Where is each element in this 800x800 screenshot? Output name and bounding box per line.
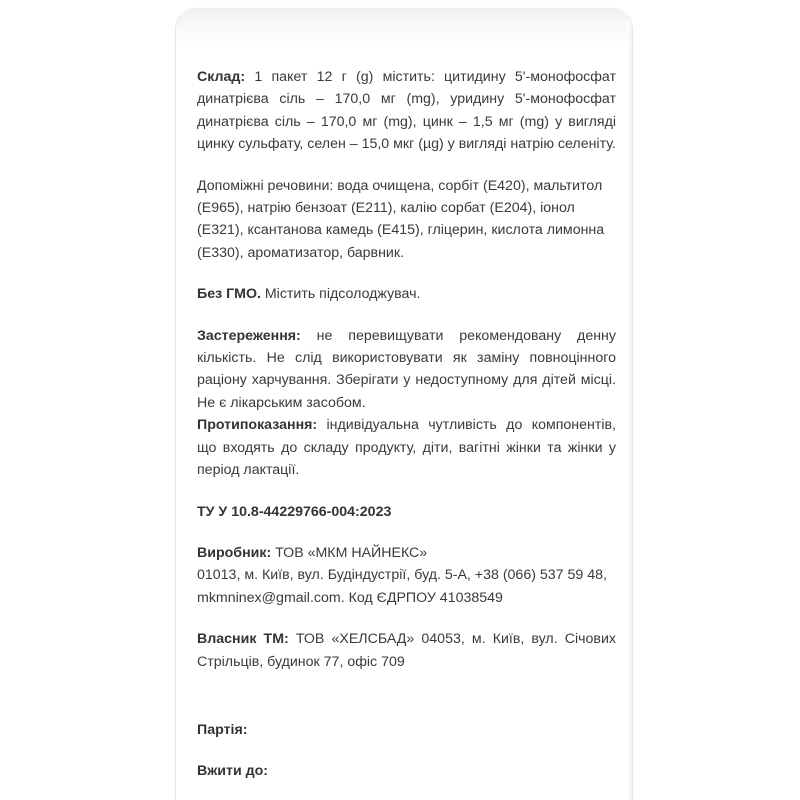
contraindications-text: індивідуальна чутливість до компонентів, що входять до складу продукту, діти, вагітні жінки та жінки у період лактації. (197, 417, 616, 479)
contraindications-paragraph (197, 414, 616, 481)
manufacturer-name: ТОВ «МКМ НАЙНЕКС» (271, 544, 428, 561)
manufacturer-label: Виробник: (197, 544, 272, 561)
contraindications-label: Протипоказання: (197, 417, 318, 434)
batch-label: Партія: (197, 721, 248, 738)
composition-label: Склад: (197, 69, 246, 85)
warnings-label: Застереження: (197, 327, 301, 344)
gmo-text: Містить підсолоджувач. (260, 286, 421, 303)
owner-label: Власник ТМ: (197, 631, 289, 648)
spec-paragraph (197, 501, 616, 523)
manufacturer-paragraph (197, 542, 616, 609)
gmo-label: Без ГМО. (197, 286, 261, 303)
expiry-paragraph (197, 760, 616, 782)
label-panel-edge-shade (626, 20, 632, 800)
warnings-paragraph (197, 325, 616, 415)
label-panel-top-shade (176, 9, 632, 45)
label-text (197, 66, 616, 800)
composition-text: 1 пакет 12 г (g) містить: цитидину 5'-монофосфат динатрієва сіль – 170,0 мг (mg), уридину 5'-монофосфат динатрієва сіль – 170,0 мг (mg), цинк – 1,5 мг (mg) у вигляді цинку сульфату, селен – 15,0 мкг (µg) у вигляді натрію селеніту. (197, 69, 616, 153)
warnings-text: не перевищувати рекомендовану денну кількість. Не слід використовувати як заміну повноцінного раціону харчування. Зберігати у недоступному для дітей місці. Не є лікарським засобом. (197, 327, 616, 411)
owner-paragraph (197, 628, 616, 673)
excipients-paragraph (197, 175, 616, 265)
composition-paragraph (197, 66, 616, 156)
batch-paragraph (197, 719, 616, 741)
expiry-label: Вжити до: (197, 763, 269, 780)
spec-label: ТУ У 10.8-44229766-004:2023 (197, 503, 392, 520)
owner-text: ТОВ «ХЕЛСБАД» 04053, м. Київ, вул. Січових Стрільців, будинок 77, офіс 709 (197, 631, 616, 670)
manufacturer-address: 01013, м. Київ, вул. Будіндустрії, буд. 5-А, +38 (066) 537 59 48, mkmninex@gmail.com. Код ЄДРПОУ 41038549 (197, 567, 607, 606)
gmo-paragraph (197, 283, 616, 305)
excipients-text: Допоміжні речовини: вода очищена, сорбіт (Е420), мальтитол (Е965), натрію бензоат (Е211), калію сорбат (Е204), іонол (Е321), ксантанова камедь (Е415), гліцерин, кислота лимонна (Е330), ароматизатор, барвник. (197, 177, 605, 261)
